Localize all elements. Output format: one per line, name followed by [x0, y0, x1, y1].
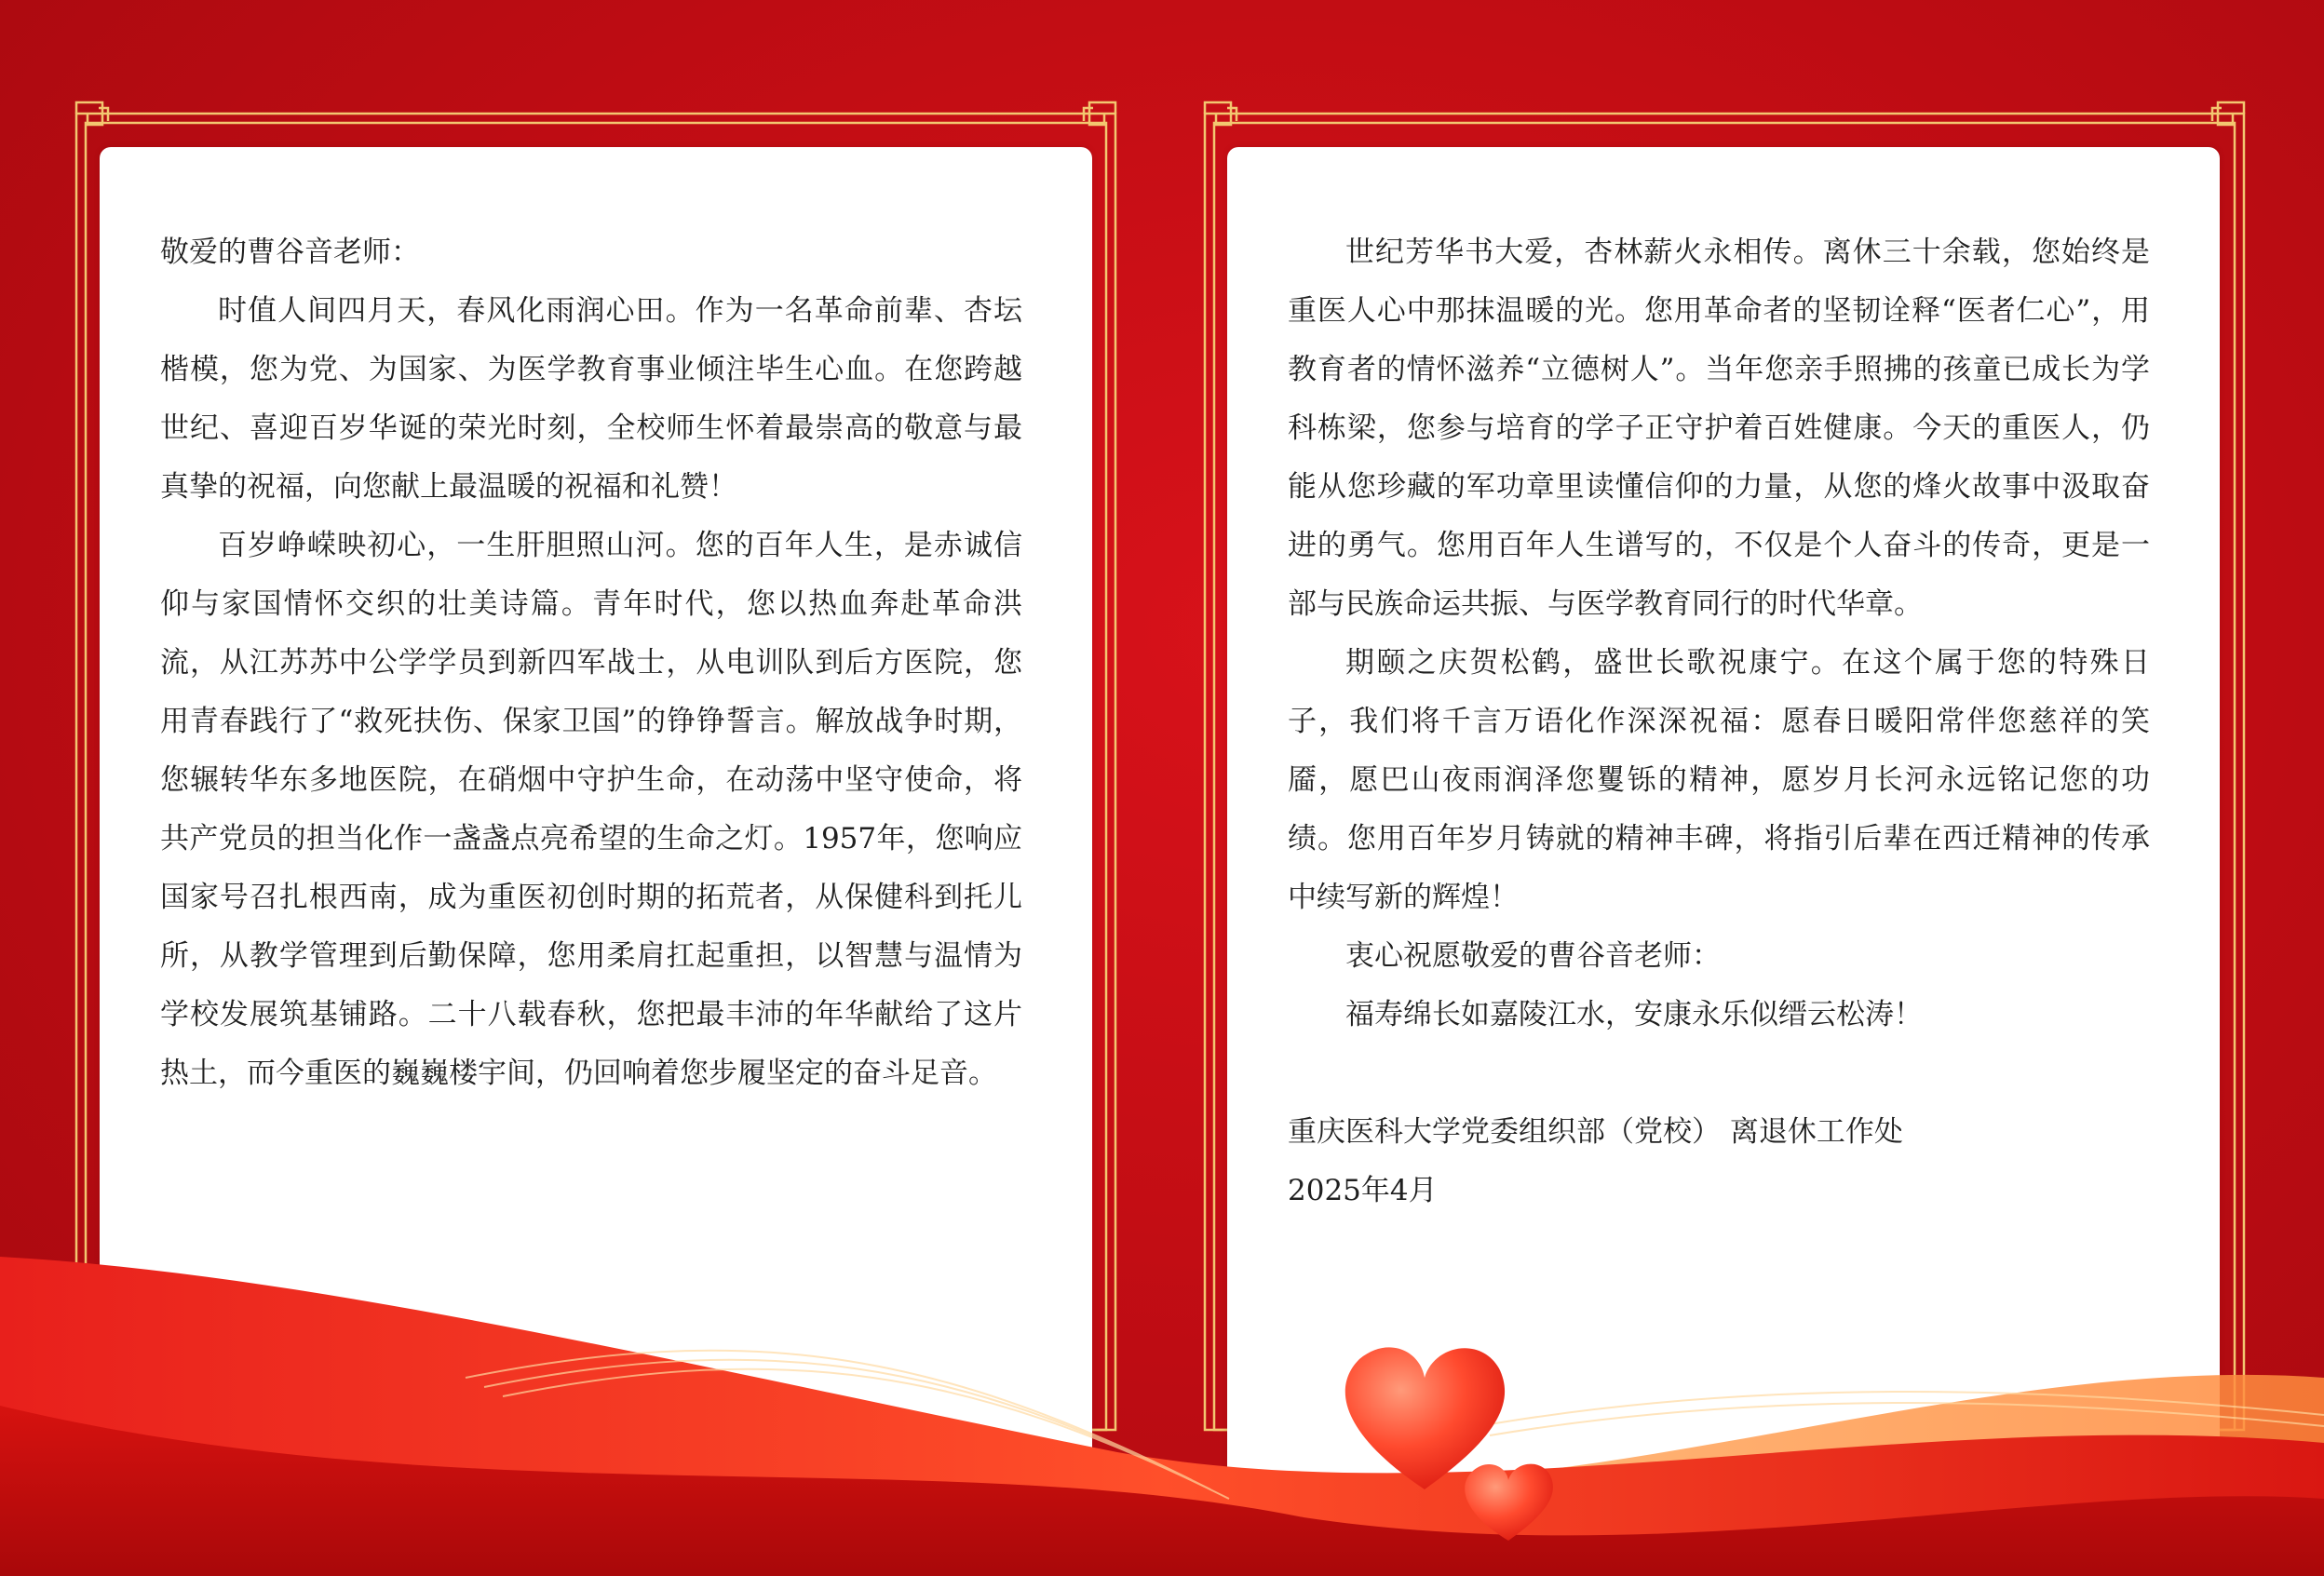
wish-line: 福寿绵长如嘉陵江水，安康永乐似缙云松涛！	[1345, 998, 1923, 1031]
date: 2025年4月	[1288, 1174, 1438, 1207]
right-letter-body	[1288, 223, 2150, 1220]
paragraph: 世纪芳华书大爱，杏林薪火永相传。离休三十余载，您始终是重医人心中那抹温暖的光。您用革命者的坚韧诠释“医者仁心”，用教育者的情怀滋养“立德树人”。当年您亲手照拂的孩童已成长为学科栋梁，您参与培育的学子正守护着百姓健康。今天的重医人，仍能从您珍藏的军功章里读懂信仰的力量，从您的烽火故事中汲取奋进的勇气。您用百年人生谱写的，不仅是个人奋斗的传奇，更是一部与民族命运共振、与医学教育同行的时代华章。	[1288, 236, 2150, 621]
spacer	[1288, 1044, 2150, 1103]
left-letter-body	[160, 223, 1022, 1103]
paragraph: 期颐之庆贺松鹤，盛世长歌祝康宁。在这个属于您的特殊日子，我们将千言万语化作深深祝福：愿春日暖阳常伴您慈祥的笑靥，愿巴山夜雨润泽您矍铄的精神，愿岁月长河永远铭记您的功绩。您用百年岁月铸就的精神丰碑，将指引后辈在西迁精神的传承中续写新的辉煌！	[1288, 646, 2150, 914]
salutation: 敬爱的曹谷音老师：	[160, 236, 420, 269]
heart-icon	[1322, 1331, 1592, 1555]
wish-intro: 衷心祝愿敬爱的曹谷音老师：	[1345, 939, 1721, 973]
ribbon-waves	[0, 1238, 2324, 1576]
paragraph: 时值人间四月天，春风化雨润心田。作为一名革命前辈、杏坛楷模，您为党、为国家、为医学教育事业倾注毕生心血。在您跨越世纪、喜迎百岁华诞的荣光时刻，全校师生怀着最崇高的敬意与最真挚的祝福，向您献上最温暖的祝福和礼赞！	[160, 294, 1022, 504]
signature: 重庆医科大学党委组织部（党校） 离退休工作处	[1288, 1115, 1903, 1149]
paragraph: 百岁峥嵘映初心，一生肝胆照山河。您的百年人生，是赤诚信仰与家国情怀交织的壮美诗篇。青年时代，您以热血奔赴革命洪流，从江苏苏中公学学员到新四军战士，从电训队到后方医院，您用青春践行了“救死扶伤、保家卫国”的铮铮誓言。解放战争时期，您辗转华东多地医院，在硝烟中守护生命，在动荡中坚守使命，将共产党员的担当化作一盏盏点亮希望的生命之灯。1957年，您响应国家号召扎根西南，成为重医初创时期的拓荒者，从保健科到托儿所，从教学管理到后勤保障，您用柔肩扛起重担，以智慧与温情为学校发展筑基铺路。二十八载春秋，您把最丰沛的年华献给了这片热土，而今重医的巍巍楼宇间，仍回响着您步履坚定的奋斗足音。	[160, 529, 1022, 1090]
